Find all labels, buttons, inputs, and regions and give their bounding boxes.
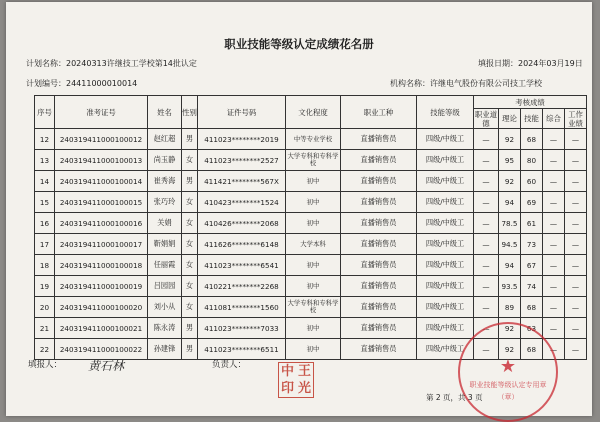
cell-cert: 240319411000100019 — [55, 276, 148, 297]
cell-skill: 68 — [521, 339, 543, 360]
cell-work: — — [565, 150, 587, 171]
cell-seq: 16 — [35, 213, 55, 234]
cell-work: — — [565, 171, 587, 192]
cell-skill: 69 — [521, 192, 543, 213]
cell-ethics: — — [474, 213, 499, 234]
cell-work: — — [565, 192, 587, 213]
plan-no-label: 计划编号： — [26, 79, 66, 88]
cell-cert: 240319411000100018 — [55, 255, 148, 276]
table-row — [35, 171, 587, 192]
cell-level: 四级/中级工 — [417, 192, 474, 213]
cell-theory: 78.5 — [499, 213, 521, 234]
filler-signature: 黄石林 — [88, 359, 125, 373]
cell-name: 孙建锋 — [148, 339, 182, 360]
cell-edu: 大学专科和专科学校 — [286, 297, 341, 318]
cell-id: 411081********1560 — [198, 297, 286, 318]
plan-name-value: 20240313许继技工学校第14批认定 — [66, 59, 197, 68]
cell-skill: 67 — [521, 255, 543, 276]
cell-id: 410423********1524 — [198, 192, 286, 213]
cell-seq: 18 — [35, 255, 55, 276]
cell-skill: 73 — [521, 234, 543, 255]
fill-date-label: 填报日期： — [478, 59, 518, 68]
cell-id: 411023********7033 — [198, 318, 286, 339]
table-row — [35, 276, 587, 297]
seal-star-icon: ★ — [499, 356, 517, 377]
document-sheet — [6, 2, 592, 416]
fill-date-value: 2024年03月19日 — [518, 59, 583, 68]
cell-skill: 61 — [521, 213, 543, 234]
header-name: 姓名 — [148, 96, 182, 129]
cell-seq: 17 — [35, 234, 55, 255]
cell-job: 直播销售员 — [341, 192, 417, 213]
org-label: 机构名称： — [390, 79, 430, 88]
header-work: 工作业绩 — [565, 109, 587, 129]
cell-level: 四级/中级工 — [417, 318, 474, 339]
cell-ethics: — — [474, 255, 499, 276]
cell-gender: 女 — [182, 234, 198, 255]
cell-level: 四级/中级工 — [417, 129, 474, 150]
cell-seq: 22 — [35, 339, 55, 360]
cell-gender: 女 — [182, 297, 198, 318]
cell-skill: 63 — [521, 318, 543, 339]
cell-job: 直播销售员 — [341, 255, 417, 276]
cell-overall: — — [543, 234, 565, 255]
results-table — [34, 95, 587, 360]
cell-ethics: — — [474, 234, 499, 255]
cell-gender: 女 — [182, 276, 198, 297]
cell-job: 直播销售员 — [341, 234, 417, 255]
cell-theory: 89 — [499, 297, 521, 318]
seal-bottom-text: （章） — [497, 393, 519, 401]
cell-level: 四级/中级工 — [417, 255, 474, 276]
cell-seq: 15 — [35, 192, 55, 213]
cell-seq: 20 — [35, 297, 55, 318]
cell-ethics: — — [474, 192, 499, 213]
cell-job: 直播销售员 — [341, 297, 417, 318]
fill-date-line — [478, 58, 583, 69]
cell-overall: — — [543, 192, 565, 213]
header-job: 职业工种 — [341, 96, 417, 129]
cell-skill: 68 — [521, 297, 543, 318]
document-title: 职业技能等级认定成绩花名册 — [224, 37, 374, 51]
table-row — [35, 234, 587, 255]
cell-edu: 大学本科 — [286, 234, 341, 255]
table-row — [35, 297, 587, 318]
org-value: 许继电气股份有限公司技工学校 — [430, 79, 542, 88]
cell-level: 四级/中级工 — [417, 339, 474, 360]
cell-edu: 大学专科和专科学校 — [286, 150, 341, 171]
cell-ethics: — — [474, 129, 499, 150]
cell-theory: 94.5 — [499, 234, 521, 255]
cell-overall: — — [543, 297, 565, 318]
cell-theory: 94 — [499, 192, 521, 213]
cell-job: 直播销售员 — [341, 171, 417, 192]
cell-level: 四级/中级工 — [417, 297, 474, 318]
cell-gender: 女 — [182, 150, 198, 171]
cell-edu: 初中 — [286, 171, 341, 192]
cell-id: 411626********6148 — [198, 234, 286, 255]
stamp-char-3: 印 — [280, 381, 294, 396]
page-number: 第 2 页，共 3 页 — [426, 393, 483, 402]
cell-ethics: — — [474, 318, 499, 339]
cell-name: 尚玉静 — [148, 150, 182, 171]
org-line — [390, 78, 542, 89]
cell-theory: 92 — [499, 339, 521, 360]
cell-job: 直播销售员 — [341, 318, 417, 339]
cell-edu: 初中 — [286, 213, 341, 234]
cell-overall: — — [543, 213, 565, 234]
cell-work: — — [565, 129, 587, 150]
cell-work: — — [565, 339, 587, 360]
cell-work: — — [565, 213, 587, 234]
cell-id: 411023********2019 — [198, 129, 286, 150]
cell-overall: — — [543, 171, 565, 192]
cell-edu: 初中 — [286, 255, 341, 276]
cell-gender: 女 — [182, 192, 198, 213]
cell-overall: — — [543, 318, 565, 339]
stamp-char-2: 王 — [297, 364, 311, 379]
cell-ethics: — — [474, 297, 499, 318]
cell-work: — — [565, 297, 587, 318]
header-edu: 文化程度 — [286, 96, 341, 129]
cell-overall: — — [543, 255, 565, 276]
cell-skill: 68 — [521, 129, 543, 150]
cell-overall: — — [543, 339, 565, 360]
cell-ethics: — — [474, 276, 499, 297]
cell-edu: 初中 — [286, 192, 341, 213]
table-row — [35, 213, 587, 234]
table-row — [35, 192, 587, 213]
stamp-char-4: 光 — [297, 381, 311, 396]
cell-seq: 13 — [35, 150, 55, 171]
plan-no-value: 24411000010014 — [66, 79, 138, 88]
table-header — [35, 96, 587, 129]
cell-id: 411023********6511 — [198, 339, 286, 360]
cell-name: 张巧玲 — [148, 192, 182, 213]
responsible-label: 负责人： — [212, 360, 247, 370]
cell-id: 410426********2068 — [198, 213, 286, 234]
cell-theory: 93.5 — [499, 276, 521, 297]
cell-skill: 80 — [521, 150, 543, 171]
cell-theory: 95 — [499, 150, 521, 171]
cell-work: — — [565, 276, 587, 297]
cell-theory: 92 — [499, 171, 521, 192]
cell-work: — — [565, 318, 587, 339]
cell-overall: — — [543, 150, 565, 171]
header-cert: 准考证号 — [55, 96, 148, 129]
table-row — [35, 255, 587, 276]
plan-name-line — [26, 58, 197, 69]
cell-cert: 240319411000100016 — [55, 213, 148, 234]
cell-edu: 初中 — [286, 339, 341, 360]
cell-seq: 19 — [35, 276, 55, 297]
header-theory: 理论 — [499, 109, 521, 129]
cell-skill: 60 — [521, 171, 543, 192]
seal-inner-text: 职业技能等级认定专用章 — [469, 381, 547, 389]
cell-name: 赵红超 — [148, 129, 182, 150]
cell-ethics: — — [474, 339, 499, 360]
cell-job: 直播销售员 — [341, 129, 417, 150]
cell-job: 直播销售员 — [341, 339, 417, 360]
cell-level: 四级/中级工 — [417, 234, 474, 255]
filler-label: 填报人： — [28, 360, 63, 370]
header-scores: 考核成绩 — [474, 96, 587, 109]
cell-ethics: — — [474, 171, 499, 192]
header-level: 技能等级 — [417, 96, 474, 129]
cell-ethics: — — [474, 150, 499, 171]
header-seq: 序号 — [35, 96, 55, 129]
cell-cert: 240319411000100020 — [55, 297, 148, 318]
cell-id: 411023********6541 — [198, 255, 286, 276]
cell-edu: 初中 — [286, 276, 341, 297]
cell-theory: 94 — [499, 255, 521, 276]
cell-seq: 14 — [35, 171, 55, 192]
cell-level: 四级/中级工 — [417, 171, 474, 192]
cell-name: 靳娟娟 — [148, 234, 182, 255]
cell-job: 直播销售员 — [341, 150, 417, 171]
cell-id: 410221********2268 — [198, 276, 286, 297]
header-ethics: 职业道德 — [474, 109, 498, 128]
cell-overall: — — [543, 129, 565, 150]
cell-edu: 中等专业学校 — [286, 129, 341, 150]
cell-edu: 初中 — [286, 318, 341, 339]
cell-name: 崔秀海 — [148, 171, 182, 192]
plan-no-line — [26, 78, 137, 89]
cell-seq: 21 — [35, 318, 55, 339]
cell-cert: 240319411000100014 — [55, 171, 148, 192]
header-skill: 技能 — [521, 109, 543, 129]
cell-cert: 240319411000100015 — [55, 192, 148, 213]
responsible-name-stamp — [278, 362, 314, 398]
cell-id: 411421********567X — [198, 171, 286, 192]
cell-id: 411023********2527 — [198, 150, 286, 171]
cell-work: — — [565, 234, 587, 255]
cell-gender: 男 — [182, 129, 198, 150]
cell-name: 任丽霞 — [148, 255, 182, 276]
cell-work: — — [565, 255, 587, 276]
cell-cert: 240319411000100013 — [55, 150, 148, 171]
cell-name: 吕园园 — [148, 276, 182, 297]
cell-job: 直播销售员 — [341, 213, 417, 234]
cell-cert: 240319411000100012 — [55, 129, 148, 150]
cell-gender: 男 — [182, 171, 198, 192]
plan-name-label: 计划名称： — [26, 59, 66, 68]
cell-gender: 男 — [182, 339, 198, 360]
cell-level: 四级/中级工 — [417, 276, 474, 297]
header-gender: 性别 — [182, 96, 198, 129]
header-overall: 综合 — [543, 109, 565, 129]
table-row — [35, 150, 587, 171]
cell-skill: 74 — [521, 276, 543, 297]
cell-cert: 240319411000100022 — [55, 339, 148, 360]
cell-gender: 女 — [182, 213, 198, 234]
cell-gender: 女 — [182, 255, 198, 276]
cell-name: 陈永涛 — [148, 318, 182, 339]
cell-name: 关娟 — [148, 213, 182, 234]
cell-gender: 男 — [182, 318, 198, 339]
cell-level: 四级/中级工 — [417, 213, 474, 234]
cell-overall: — — [543, 276, 565, 297]
cell-theory: 92 — [499, 318, 521, 339]
cell-cert: 240319411000100021 — [55, 318, 148, 339]
cell-cert: 240319411000100017 — [55, 234, 148, 255]
cell-level: 四级/中级工 — [417, 150, 474, 171]
official-seal — [458, 322, 558, 422]
table-row — [35, 129, 587, 150]
header-id: 证件号码 — [198, 96, 286, 129]
cell-job: 直播销售员 — [341, 276, 417, 297]
cell-theory: 92 — [499, 129, 521, 150]
cell-seq: 12 — [35, 129, 55, 150]
stamp-char-1: 中 — [280, 364, 294, 379]
cell-name: 刘小从 — [148, 297, 182, 318]
